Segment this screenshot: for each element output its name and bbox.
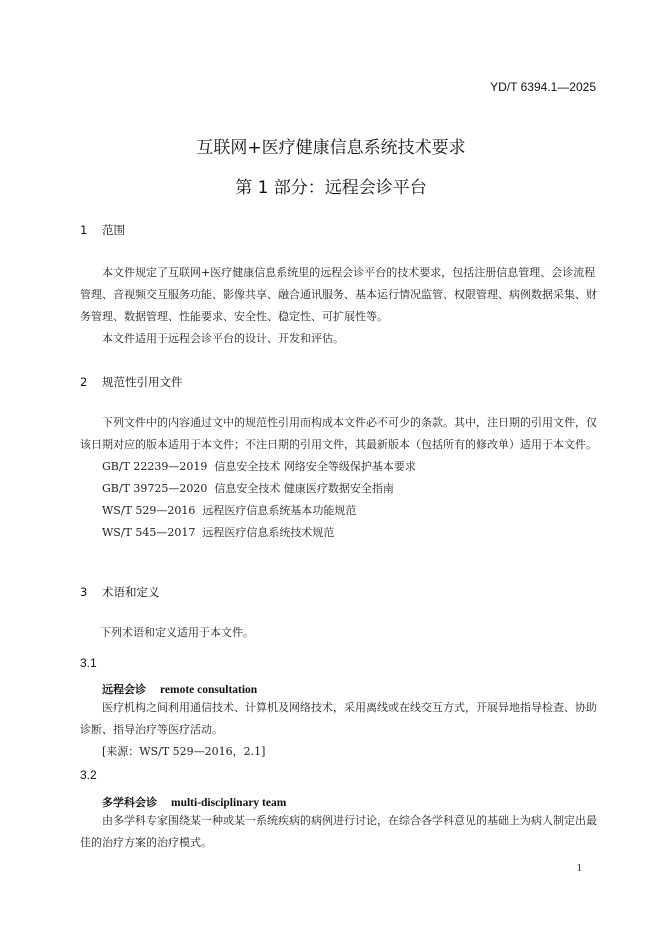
paragraph: 本文件适用于远程会诊平台的设计、开发和评估。 <box>102 332 344 345</box>
reference-title: 信息安全技术 健康医疗数据安全指南 <box>214 482 394 495</box>
term-definition-block <box>80 810 600 854</box>
section-title: 规范性引用文件 <box>102 375 183 389</box>
section-number: 1 <box>80 223 88 237</box>
reference-code: WS/T 529—2016 <box>102 504 196 517</box>
reference-title: 远程医疗信息系统基本功能规范 <box>202 504 357 517</box>
term-english: multi-disciplinary team <box>171 797 287 809</box>
reference-code: WS/T 545—2017 <box>102 526 196 539</box>
term-definition-block <box>80 697 600 763</box>
section-title: 术语和定义 <box>102 585 160 599</box>
term-chinese: 多学科会诊 <box>102 796 157 809</box>
section-heading-scope <box>80 222 125 238</box>
document-subtitle: 第 1 部分：远程会诊平台 <box>235 178 427 198</box>
section-title: 范围 <box>102 223 125 237</box>
page-number: 1 <box>576 862 582 874</box>
term-number: 3.1 <box>80 656 97 670</box>
document-title: 互联网+医疗健康信息系统技术要求 <box>196 138 466 158</box>
paragraph: 下列文件中的内容通过文中的规范性引用而构成本文件必不可少的条款。其中，注日期的引用文件，仅该日期对应的版本适用于本文件；不注日期的引用文件，其最新版本（包括所有的修改单）适用于本文件。 <box>80 416 597 451</box>
section-number: 3 <box>80 585 88 599</box>
term-source: [来源：WS/T 529—2016，2.1] <box>102 745 266 758</box>
section-heading-normative-references <box>80 374 183 390</box>
normative-references-body <box>80 412 600 544</box>
term-english: remote consultation <box>160 684 258 696</box>
reference-item <box>80 478 600 500</box>
reference-item <box>80 500 600 522</box>
reference-item <box>80 522 600 544</box>
term-definition: 医疗机构之间利用通信技术、计算机及网络技术，采用离线或在线交互方式，开展异地指导检查、协助诊断、指导治疗等医疗活动。 <box>80 701 597 736</box>
terms-intro: 下列术语和定义适用于本文件。 <box>100 626 254 639</box>
standard-code: YD/T 6394.1—2025 <box>490 80 596 94</box>
scope-body <box>80 262 600 350</box>
paragraph: 本文件规定了互联网+医疗健康信息系统里的远程会诊平台的技术要求，包括注册信息管理、会诊流程管理、音视频交互服务功能、影像共享、融合通讯服务、基本运行情况监管、权限管理、病例数据采集、财务管理、数据管理、性能要求、安全性、稳定性、可扩展性等。 <box>80 266 597 323</box>
section-number: 2 <box>80 375 88 389</box>
reference-code: GB/T 22239—2019 <box>102 460 208 473</box>
term-entry <box>102 794 286 810</box>
reference-code: GB/T 39725—2020 <box>102 482 208 495</box>
reference-item <box>80 456 600 478</box>
term-entry <box>102 681 257 697</box>
section-heading-terms <box>80 584 160 600</box>
term-chinese: 远程会诊 <box>102 683 146 696</box>
term-number: 3.2 <box>80 768 97 782</box>
reference-title: 信息安全技术 网络安全等级保护基本要求 <box>214 460 416 473</box>
reference-title: 远程医疗信息系统技术规范 <box>202 526 335 539</box>
term-definition: 由多学科专家围绕某一种或某一系统疾病的病例进行讨论，在综合各学科意见的基础上为病人制定出最佳的治疗方案的治疗模式。 <box>80 814 597 849</box>
